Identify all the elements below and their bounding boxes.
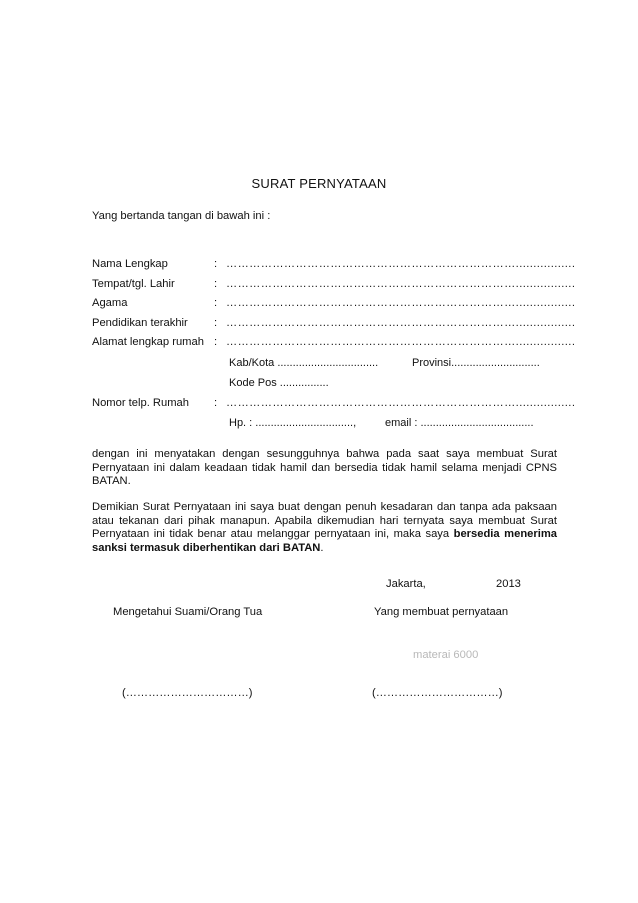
- closing-text: Demikian Surat Pernyataan ini saya buat dengan penuh kesadaran dan tanpa ada paksaan atau tekanan dari pihak manapun. Apabila dikemudian hari ternyata saya membuat Surat Pernyataan ini tidak benar atau melanggar pernyataan ini, maka saya: [92, 501, 557, 541]
- field-colon-nama: :: [214, 258, 218, 270]
- field-blank-ttl: ………………………………………………………………….................: [226, 278, 576, 290]
- field-label-alamat: Alamat lengkap rumah: [92, 336, 204, 348]
- field-blank-alamat: ………………………………………………………………….................: [226, 336, 576, 348]
- field-blank-agama: ………………………………………………………………….................: [226, 297, 576, 309]
- closing-period: .: [320, 541, 324, 554]
- materai-label: materai 6000: [413, 649, 479, 661]
- intro-text: Yang bertanda tangan di bawah ini :: [92, 210, 271, 222]
- closing-paragraph: [92, 501, 557, 555]
- field-blank-telp: ………………………………………………………………….................: [226, 397, 576, 409]
- signature-place: Jakarta,: [386, 578, 426, 590]
- statement-paragraph: dengan ini menyatakan dengan sesungguhnya bahwa pada saat saya membuat Surat Pernyataan ini dalam keadaan tidak hamil dan bersedia tidak hamil selama menjadi CPNS BATAN.: [92, 448, 557, 488]
- field-hp: Hp. : ................................,: [229, 417, 357, 429]
- left-signature-line: (……………………………): [122, 687, 253, 699]
- field-blank-pendidikan: ………………………………………………………………….................: [226, 317, 576, 329]
- field-kabkota: Kab/Kota .................................: [229, 357, 379, 369]
- field-colon-ttl: :: [214, 278, 218, 290]
- field-email: email : .....................................: [385, 417, 534, 429]
- field-provinsi: Provinsi.............................: [412, 357, 540, 369]
- field-label-agama: Agama: [92, 297, 128, 309]
- right-signature-line: (……………………………): [372, 687, 503, 699]
- document-title: SURAT PERNYATAAN: [251, 176, 387, 191]
- field-colon-agama: :: [214, 297, 218, 309]
- signature-year: 2013: [496, 578, 521, 590]
- field-label-pendidikan: Pendidikan terakhir: [92, 317, 188, 329]
- closing-text-bold: bersedia menerima sanksi termasuk diberhentikan dari BATAN: [92, 528, 558, 554]
- field-blank-nama: ………………………………………………………………….................: [226, 258, 576, 270]
- field-label-ttl: Tempat/tgl. Lahir: [92, 278, 175, 290]
- field-colon-alamat: :: [214, 336, 218, 348]
- right-signature-title: Yang membuat pernyataan: [374, 606, 509, 618]
- field-kodepos: Kode Pos ................: [229, 377, 329, 389]
- field-label-nama: Nama Lengkap: [92, 258, 168, 270]
- left-signature-title: Mengetahui Suami/Orang Tua: [113, 606, 263, 618]
- field-colon-telp: :: [214, 397, 218, 409]
- field-label-telp: Nomor telp. Rumah: [92, 397, 189, 409]
- field-colon-pendidikan: :: [214, 317, 218, 329]
